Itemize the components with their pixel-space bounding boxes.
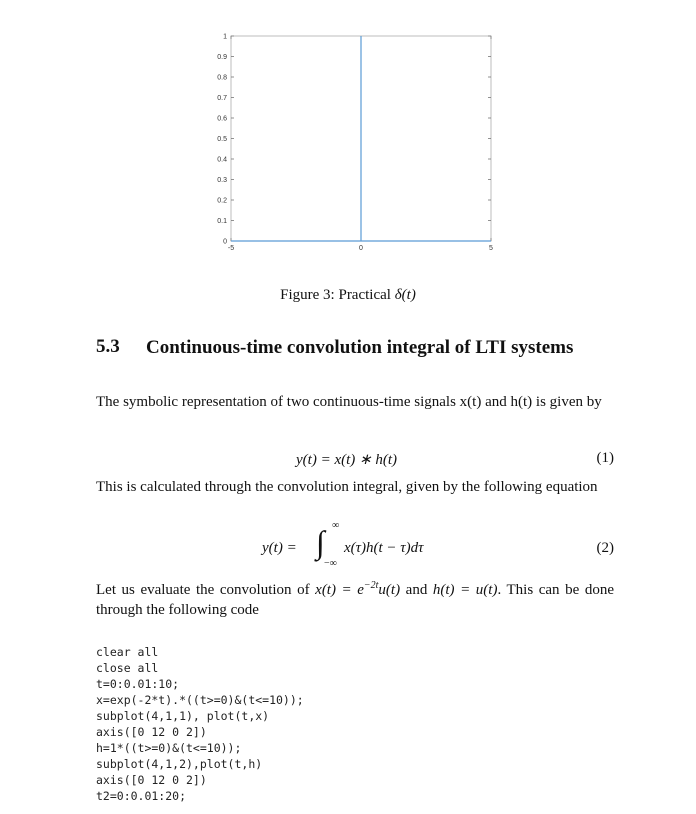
inline-h: h(t) = u(t) bbox=[432, 582, 498, 598]
y-tick-label: 0.6 bbox=[217, 115, 227, 123]
x-tick-label: -5 bbox=[227, 245, 235, 252]
code-line: x=exp(-2*t).*((t>=0)&(t<=10)); bbox=[96, 693, 304, 707]
paragraph-2: This is calculated through the convolution integral, given by the following equation bbox=[96, 479, 598, 495]
x-tick-label: 5 bbox=[489, 245, 493, 252]
y-tick-label: 0.8 bbox=[217, 74, 227, 82]
paragraph-1: The symbolic representation of two continuous-time signals x(t) and h(t) is given by bbox=[96, 394, 602, 410]
paragraph-3 bbox=[96, 576, 614, 620]
paragraph-3-start: Let us evaluate the convolution of bbox=[96, 582, 316, 598]
integral-sign: ∫ bbox=[316, 524, 325, 560]
code-line: axis([0 12 0 2]) bbox=[96, 773, 207, 787]
paragraph-3-and: and bbox=[400, 582, 433, 598]
code-line: t2=0:0.01:20; bbox=[96, 789, 187, 803]
equation-2-lhs: y(t) = bbox=[262, 540, 297, 556]
code-line: subplot(4,1,1), plot(t,x) bbox=[96, 709, 270, 723]
y-tick-label: 1 bbox=[223, 33, 227, 41]
inline-x-lhs: x(t) = e bbox=[315, 582, 364, 598]
integral-upper-limit: ∞ bbox=[332, 520, 340, 531]
series-line bbox=[231, 36, 491, 241]
integral-lower-limit: −∞ bbox=[324, 558, 337, 569]
y-tick-label: 0.2 bbox=[217, 197, 227, 205]
delta-plot bbox=[0, 0, 696, 260]
figure-3 bbox=[0, 0, 696, 260]
caption-prefix: Figure 3: Practical bbox=[280, 287, 395, 303]
equation-2-integrand: x(τ)h(t − τ)dτ bbox=[344, 540, 424, 556]
equation-2-number: (2) bbox=[596, 540, 614, 556]
y-tick-label: 0.1 bbox=[217, 218, 227, 225]
code-listing bbox=[96, 644, 304, 804]
y-tick-label: 0.4 bbox=[217, 156, 227, 164]
code-line: h=1*((t>=0)&(t<=10)); bbox=[96, 741, 242, 755]
equation-1-number: (1) bbox=[596, 450, 614, 466]
y-tick-label: 0.3 bbox=[217, 177, 227, 184]
section-number: 5.3 bbox=[96, 336, 120, 357]
figure-caption bbox=[0, 287, 696, 304]
code-line: subplot(4,1,2),plot(t,h) bbox=[96, 757, 263, 771]
section-title: Continuous-time convolution integral of LTI systems bbox=[146, 337, 574, 358]
code-line: clear all bbox=[96, 645, 159, 659]
caption-math: δ(t) bbox=[394, 287, 416, 303]
code-line: t=0:0.01:10; bbox=[96, 677, 180, 691]
code-line: axis([0 12 0 2]) bbox=[96, 725, 207, 739]
equation-1 bbox=[96, 450, 614, 474]
code-line: close all bbox=[96, 661, 159, 675]
x-tick-label: 0 bbox=[359, 245, 363, 252]
y-tick-label: 0.5 bbox=[217, 136, 227, 143]
inline-x-rhs: u(t) bbox=[378, 582, 401, 598]
paragraph-3-end: . This can be done through the following code bbox=[96, 582, 614, 618]
equation-2 bbox=[96, 520, 614, 572]
inline-x-exponent: −2t bbox=[363, 580, 379, 591]
equation-1-expression: y(t) = x(t) ∗ h(t) bbox=[296, 452, 397, 468]
y-tick-label: 0.9 bbox=[217, 54, 227, 61]
y-tick-label: 0 bbox=[223, 238, 227, 246]
y-tick-label: 0.7 bbox=[217, 95, 227, 102]
